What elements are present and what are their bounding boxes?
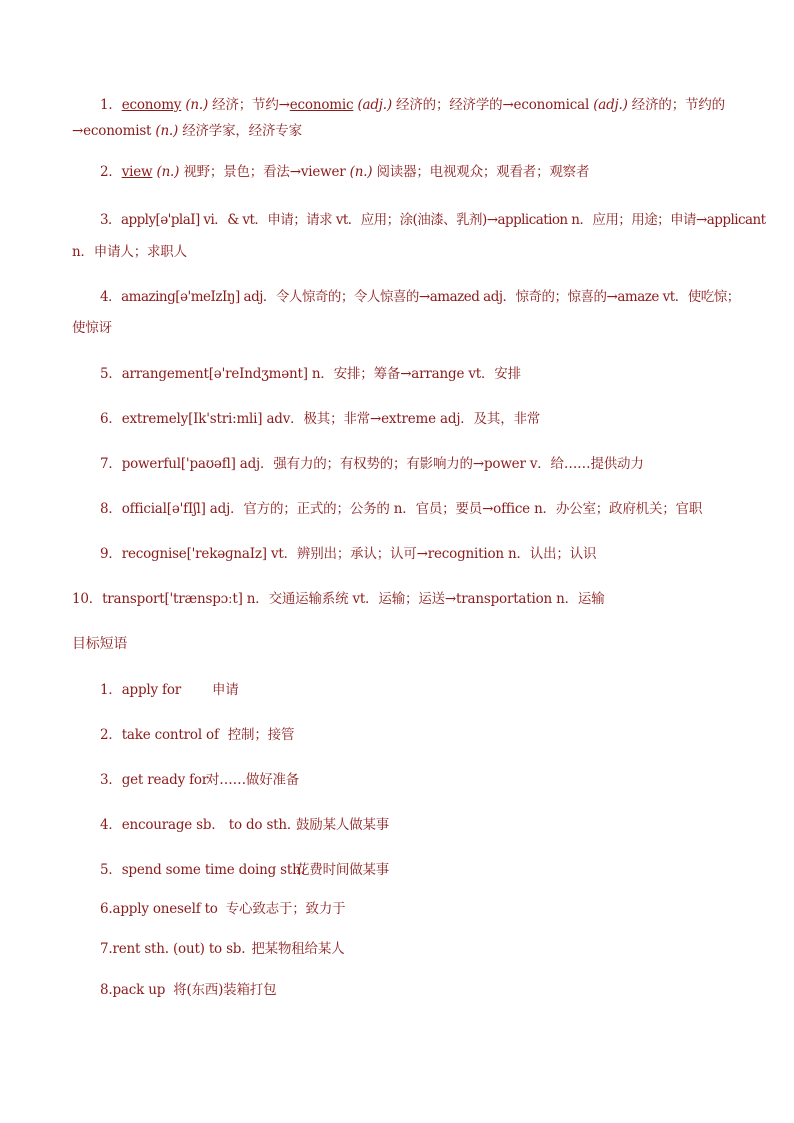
phrase-item-6: [100, 900, 345, 918]
entry-number: 2．: [100, 164, 122, 180]
phrase-english: 5．spend some time doing sth．: [100, 862, 314, 878]
phrase-english: 8.pack up: [100, 982, 166, 998]
phrase-chinese: 花费时间做某事: [296, 862, 390, 878]
definition: 阅读器；电视观众；观看者；观察者: [376, 164, 590, 180]
part-of-speech: (n.): [152, 164, 184, 180]
definition: 经济；节约→: [212, 97, 290, 113]
phrase-chinese: 控制；接管: [227, 727, 295, 743]
phrase-item-1: [100, 681, 239, 699]
part-of-speech: (n.): [181, 97, 213, 113]
phrase-english: 7.rent sth. (out) to sb.: [100, 941, 246, 957]
phrase-english: 2．take control of: [100, 727, 219, 743]
definition: 经济的；节约的: [631, 97, 725, 113]
derived-word: →economist: [72, 123, 156, 139]
word-entry-6: 6．extremely[Ik'stri:mli] adv．极其；非常→extreme adj．及其，非常: [100, 411, 541, 427]
phrase-chinese: 专心致志于；致力于: [225, 901, 346, 917]
section-title: 目标短语: [72, 636, 128, 652]
definition: 经济学家，经济专家: [182, 123, 302, 139]
word-entry-4-line-2: 使惊讶: [72, 320, 112, 336]
phrase-english: 6.apply oneself to: [100, 901, 218, 917]
derived-word: economic: [289, 97, 354, 113]
word-entry-1-line-2: [72, 122, 302, 140]
word-entry-7: 7．powerful['paʊəfl] adj．强有力的；有权势的；有影响力的→power v．给……提供动力: [100, 456, 644, 472]
phrase-chinese: 把某物租给某人: [251, 941, 345, 957]
word-entry-5: 5．arrangement[ə'reIndʒmənt] n．安排；筹备→arrange vt．安排: [100, 366, 521, 382]
phrase-item-4: [100, 816, 389, 834]
word-entry-10: 10．transport['trænspɔːt] n．交通运输系统 vt．运输；运送→transportation n．运输: [72, 591, 605, 607]
word-entry-1-line-1: [100, 96, 725, 114]
definition: 视野；景色；看法→viewer: [183, 164, 350, 180]
part-of-speech: (adj.): [593, 97, 632, 113]
phrase-english: 1．apply for: [100, 682, 182, 698]
headword: economy: [121, 97, 182, 113]
entry-number: 1．: [100, 97, 122, 113]
word-entry-2: [100, 163, 589, 181]
part-of-speech: (n.): [349, 164, 377, 180]
phrase-chinese: 申请: [212, 682, 239, 698]
phrase-chinese: 鼓励某人做某事: [296, 817, 390, 833]
phrase-item-2: [100, 726, 294, 744]
definition: 经济的；经济学的→economical: [396, 97, 594, 113]
phrase-english: 3．get ready for: [100, 772, 209, 788]
phrase-item-8: [100, 981, 276, 999]
word-entry-4-line-1: 4．amazing[ə'meIzIŋ] adj．令人惊奇的；令人惊喜的→amazed adj．惊奇的；惊喜的→amaze vt．使吃惊；: [100, 289, 740, 305]
word-entry-8: 8．official[ə'fIʃl] adj．官方的；正式的；公务的 n．官员；要员→office n．办公室；政府机关；官职: [100, 501, 703, 517]
part-of-speech: (n.): [155, 123, 183, 139]
phrase-chinese: 将(东西)装箱打包: [173, 982, 277, 998]
phrase-item-5: [100, 861, 389, 879]
phrase-item-3: [100, 771, 299, 789]
word-entry-3-line-1: 3．apply[ə'plaI] vi．& vt．申请；请求 vt．应用；涂(油漆、乳剂)→application n．应用；用途；申请→applicant: [100, 212, 766, 228]
word-entry-3-line-2: n．申请人；求职人: [72, 244, 187, 260]
part-of-speech: (adj.): [353, 97, 397, 113]
phrase-english: 4．encourage sb． to do sth．: [100, 817, 301, 833]
headword: view: [121, 164, 153, 180]
phrase-chinese: 对……做好准备: [206, 772, 300, 788]
word-entry-9: 9．recognise['rekəɡnaIz] vt．辨别出；承认；认可→recognition n．认出；认识: [100, 546, 597, 562]
phrase-item-7: [100, 940, 344, 958]
